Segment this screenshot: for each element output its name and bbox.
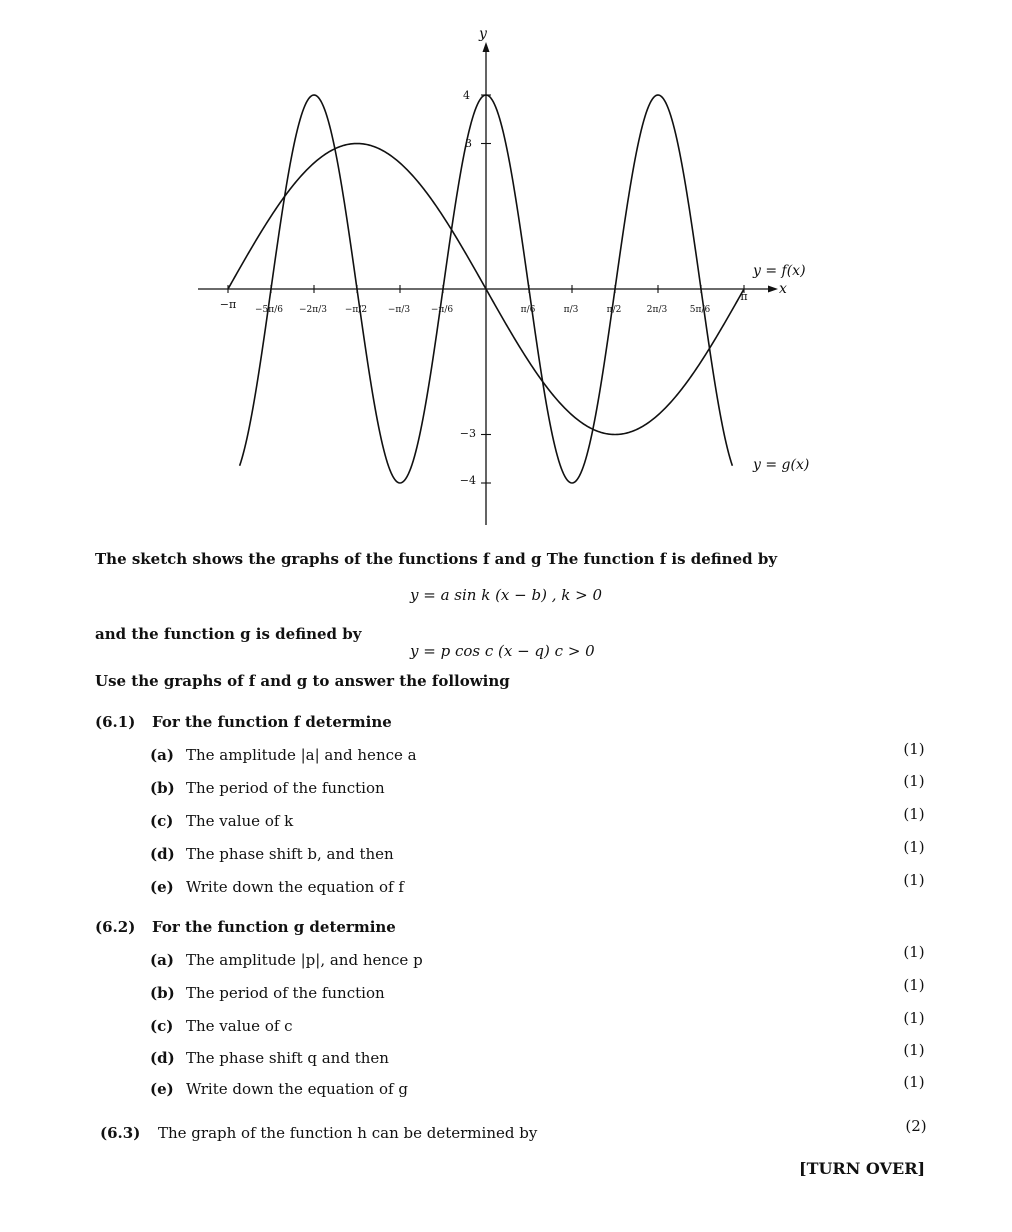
q61-b-text: The period of the function (186, 779, 385, 797)
q61-a-text: The amplitude |a| and hence a (186, 746, 417, 764)
q63-marks: (2) (905, 1117, 927, 1135)
q61-e-text: Write down the equation of f (186, 878, 404, 896)
q61-e-label: (e) (150, 878, 174, 896)
y-tick-label: 4 (463, 89, 470, 102)
q61-a-marks: (1) (903, 740, 925, 758)
y-axis-arrow (483, 42, 490, 52)
q62-d-text: The phase shift q and then (186, 1049, 389, 1067)
x-tick-label: π/6 (520, 305, 536, 315)
q62-d-label: (d) (150, 1049, 175, 1067)
q62-a-label: (a) (150, 951, 174, 969)
q62-b-text: The period of the function (186, 984, 385, 1002)
x-tick-label: 2π/3 (646, 305, 668, 315)
q62-c-text: The value of c (186, 1017, 293, 1035)
x-tick-label: −π/6 (430, 305, 454, 315)
q61-number: (6.1) (95, 713, 136, 731)
q62-number: (6.2) (95, 918, 136, 936)
q61-b-label: (b) (150, 779, 175, 797)
q61-b-marks: (1) (903, 772, 925, 790)
x-tick-label: π/3 (563, 305, 579, 315)
y-axis-label: y (479, 26, 487, 42)
q62-b-marks: (1) (903, 976, 925, 994)
x-tick-label: π (740, 290, 748, 303)
legend-f: y = f(x) (753, 263, 806, 279)
y-tick-label: −4 (459, 474, 476, 487)
x-axis-arrow (768, 286, 778, 293)
q62-c-marks: (1) (903, 1009, 925, 1027)
q61-c-text: The value of k (186, 812, 294, 830)
q61-c-label: (c) (150, 812, 174, 830)
q62-e-text: Write down the equation of g (186, 1080, 408, 1098)
q61-e-marks: (1) (903, 871, 925, 889)
q63-number: (6.3) (100, 1124, 141, 1142)
x-tick-label: −π/2 (344, 305, 368, 315)
q62-a-text: The amplitude |p|, and hence p (186, 951, 423, 969)
q61-c-marks: (1) (903, 805, 925, 823)
q63-text: The graph of the function h can be determined by (158, 1124, 538, 1142)
function-graph (0, 0, 1012, 540)
x-tick-label: π/2 (606, 305, 622, 315)
x-tick-label: −2π/3 (299, 305, 327, 315)
x-tick-label: −π/3 (387, 305, 411, 315)
q61-d-text: The phase shift b, and then (186, 845, 394, 863)
x-tick-label: −5π/6 (255, 305, 283, 315)
q62-b-label: (b) (150, 984, 175, 1002)
y-tick-label: −3 (459, 427, 476, 440)
turn-over-footer: [TURN OVER] (799, 1159, 926, 1178)
q62-e-marks: (1) (903, 1073, 925, 1091)
x-tick-label: −π (219, 298, 237, 311)
q61-d-label: (d) (150, 845, 175, 863)
intro-line-2: and the function g is defined by (95, 625, 362, 643)
q62-d-marks: (1) (903, 1041, 925, 1059)
equation-g: y = p cos c (x − q) c > 0 (410, 642, 595, 660)
q62-a-marks: (1) (903, 943, 925, 961)
equation-f: y = a sin k (x − b) , k > 0 (410, 586, 602, 604)
legend-g: y = g(x) (753, 457, 810, 473)
q61-a-label: (a) (150, 746, 174, 764)
intro-line-1: The sketch shows the graphs of the functions f and g The function f is defined by (95, 550, 778, 568)
q62-c-label: (c) (150, 1017, 174, 1035)
q62-stem: For the function g determine (152, 918, 396, 936)
q61-d-marks: (1) (903, 838, 925, 856)
q62-e-label: (e) (150, 1080, 174, 1098)
y-tick-label: 3 (465, 137, 472, 150)
q61-stem: For the function f determine (152, 713, 392, 731)
intro-line-3: Use the graphs of f and g to answer the following (95, 672, 510, 690)
x-axis-label: x (779, 281, 787, 297)
x-tick-label: 5π/6 (689, 305, 711, 315)
axes (198, 42, 778, 525)
